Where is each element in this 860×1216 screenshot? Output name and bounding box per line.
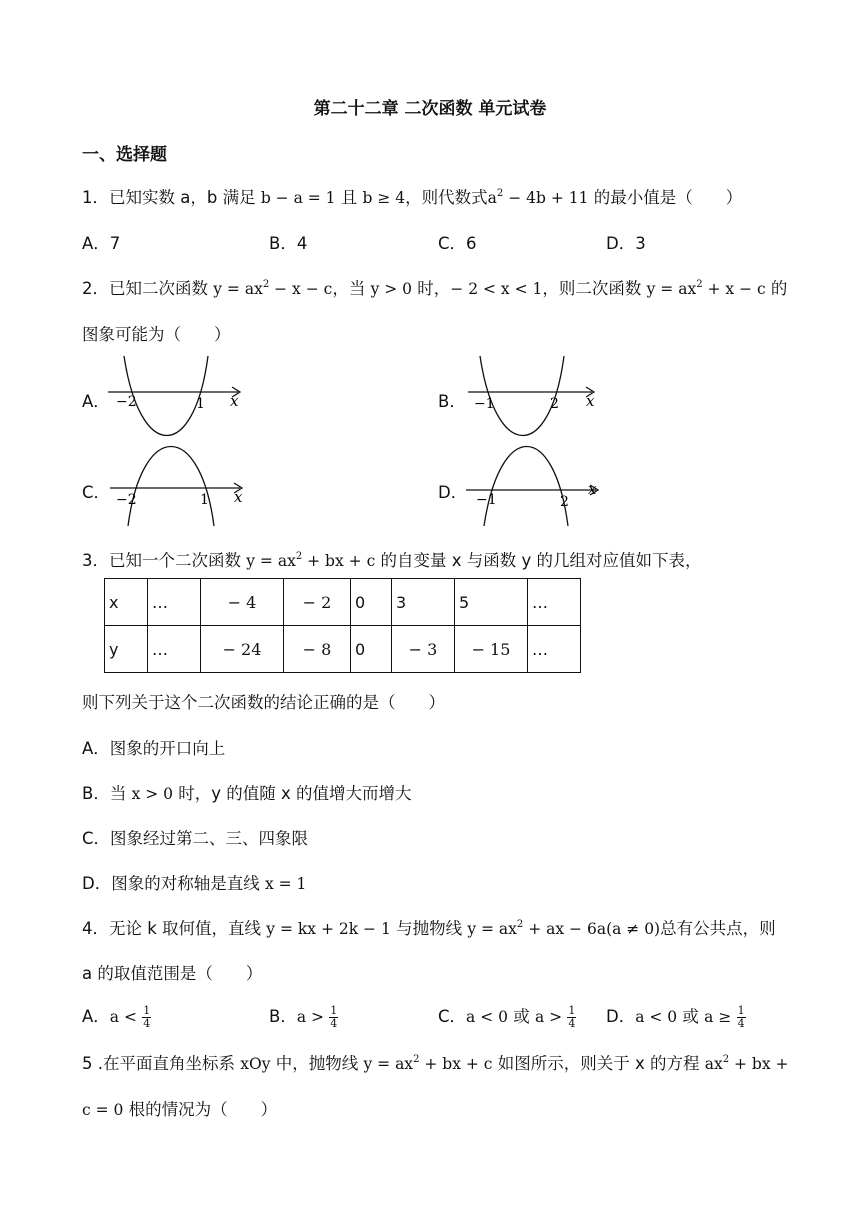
question-text: 已知实数 a，b 满足	[109, 188, 261, 207]
option-b: B．当 x > 0 时，y 的值随 x 的值增大而增大	[82, 784, 412, 803]
graph-option-b	[462, 352, 612, 442]
question-text: ，则代数式	[405, 188, 488, 207]
question-5-line2: c = 0 根的情况为（ ）	[82, 1100, 278, 1119]
root-label-right: 1	[200, 492, 209, 508]
math-expression: xOy	[240, 1055, 271, 1073]
graph-option-d-label: D．	[438, 483, 468, 502]
graph-option-d	[462, 440, 612, 530]
question-4	[82, 915, 776, 939]
math-expression: $y = ax^2 - x - c$	[213, 279, 333, 298]
table-cell: − 2	[284, 579, 351, 626]
table-row	[105, 579, 581, 626]
section-heading: 一、选择题	[82, 145, 167, 165]
math-expression: y = kx + 2k − 1	[266, 920, 391, 938]
table-cell: …	[148, 579, 201, 626]
question-number: 3．	[82, 551, 109, 570]
question-text: 如图所示，则关于 x 的方程	[492, 1054, 705, 1073]
option-d: D．3	[606, 234, 646, 253]
question-number: 5	[82, 1054, 98, 1073]
graph-option-a	[104, 352, 254, 442]
question-text: 无论 k 取何值，直线	[109, 919, 267, 938]
x-axis-label: x	[588, 480, 597, 498]
graph-option-c	[104, 440, 254, 530]
question-3-prompt: 则下列关于这个二次函数的结论正确的是（ ）	[82, 693, 445, 712]
question-text: 已知二次函数	[109, 279, 214, 298]
math-expression: − 2 < x < 1	[450, 280, 543, 298]
x-axis-label: x	[230, 392, 239, 410]
option-c: C．a < 0 或 a > $\frac{1}{4}$	[438, 1004, 576, 1030]
math-expression: $ax^2$ + bx +	[704, 1054, 789, 1073]
table-cell: − 8	[284, 626, 351, 673]
root-label-left: −1	[476, 492, 497, 508]
option-c: C．图象经过第二、三、四象限	[82, 829, 309, 848]
fraction: $\frac{1}{4}$	[330, 1004, 338, 1030]
option-b: B．a > $\frac{1}{4}$	[269, 1004, 338, 1030]
root-label-right: 1	[196, 396, 205, 412]
question-text: ，则二次函数	[542, 279, 647, 298]
option-c: C．6	[438, 234, 477, 253]
value-table	[104, 578, 581, 673]
option-d: D．图象的对称轴是直线 x = 1	[82, 874, 307, 893]
math-expression: $y = ax^2 + x - c$	[646, 279, 766, 298]
question-number: 4．	[82, 919, 109, 938]
root-label-left: −1	[474, 396, 495, 412]
table-cell: − 4	[201, 579, 284, 626]
option-a: A．7	[82, 234, 121, 253]
question-text: 的最小值是（ ）	[588, 188, 743, 207]
math-expression: $y = ax^2$ + ax − 6a(a ≠ 0)	[467, 919, 661, 938]
parabola-curve	[128, 447, 214, 527]
question-text: 且	[335, 188, 363, 207]
math-expression: b − a = 1	[260, 189, 336, 207]
fraction: $\frac{1}{4}$	[143, 1004, 151, 1030]
root-label-left: −2	[116, 394, 137, 410]
x-axis-label: x	[586, 392, 595, 410]
table-cell: …	[528, 579, 581, 626]
page-title: 第二十二章 二次函数 单元试卷	[313, 99, 547, 119]
question-text: 与抛物线	[390, 919, 468, 938]
table-cell: 0	[351, 579, 392, 626]
option-d: D．a < 0 或 a ≥ $\frac{1}{4}$	[606, 1004, 745, 1030]
math-expression: $y = ax^2$ + bx + c	[246, 551, 376, 570]
question-number: 2．	[82, 279, 109, 298]
question-text: 总有公共点，则	[660, 919, 776, 938]
root-label-left: −2	[116, 492, 137, 508]
question-2-line2: 图象可能为（ ）	[82, 325, 231, 344]
table-cell: 5	[455, 579, 528, 626]
question-text: 中，抛物线	[270, 1054, 364, 1073]
math-expression: $y = ax^2$ + bx + c	[363, 1054, 493, 1073]
table-cell: …	[528, 626, 581, 673]
table-cell: − 3	[392, 626, 455, 673]
table-cell: 0	[351, 626, 392, 673]
graph-option-c-label: C．	[82, 483, 111, 502]
root-label-right: 2	[560, 494, 569, 510]
table-cell: x	[105, 579, 148, 626]
option-b: B．4	[269, 234, 308, 253]
question-3	[82, 547, 702, 571]
table-row	[105, 626, 581, 673]
question-5	[82, 1050, 789, 1074]
fraction: $\frac{1}{4}$	[568, 1004, 576, 1030]
question-4-line2: a 的取值范围是（ ）	[82, 964, 263, 983]
question-text: ，当	[332, 279, 371, 298]
table-cell: y	[105, 626, 148, 673]
question-number: 1．	[82, 188, 109, 207]
table-cell: − 24	[201, 626, 284, 673]
math-expression: $a^2 - 4b + 11$	[487, 188, 589, 207]
question-1	[82, 184, 742, 208]
question-text: 已知一个二次函数	[109, 551, 247, 570]
table-cell: 3	[392, 579, 455, 626]
parabola-curve	[484, 447, 568, 527]
option-a: A．图象的开口向上	[82, 739, 226, 758]
math-expression: y > 0	[370, 280, 413, 298]
question-2	[82, 275, 787, 299]
fraction: $\frac{1}{4}$	[737, 1004, 745, 1030]
question-text: 时，	[412, 279, 451, 298]
table-cell: − 15	[455, 626, 528, 673]
graph-option-b-label: B．	[438, 392, 466, 411]
question-text: 的	[765, 279, 788, 298]
table-cell: …	[148, 626, 201, 673]
option-a: A．a < $\frac{1}{4}$	[82, 1004, 151, 1030]
math-expression: b ≥ 4	[362, 189, 406, 207]
x-axis-label: x	[234, 488, 243, 506]
graph-option-a-label: A．	[82, 392, 110, 411]
root-label-right: 2	[550, 396, 559, 412]
question-text: 的自变量 x 与函数 y 的几组对应值如下表，	[375, 551, 702, 570]
question-text: .在平面直角坐标系	[97, 1054, 241, 1073]
